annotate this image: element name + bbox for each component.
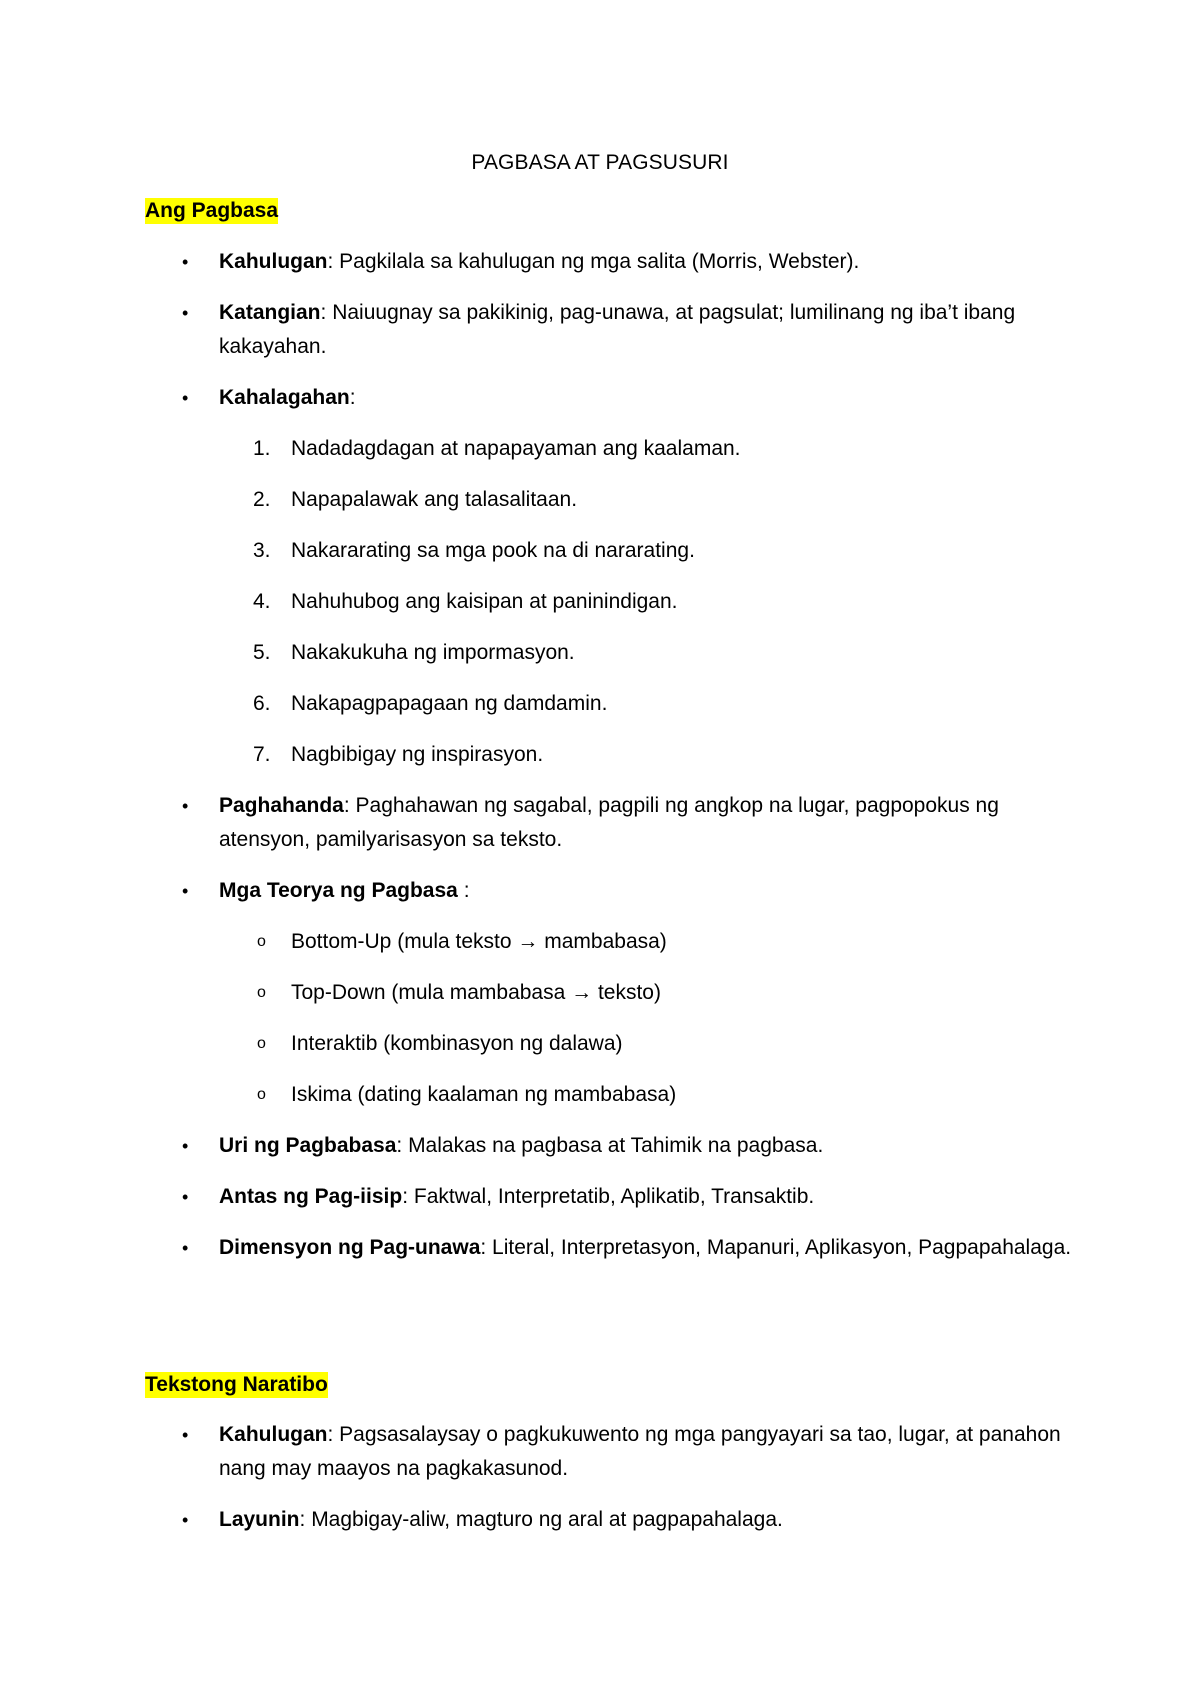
sub-list-item (145, 976, 1075, 1010)
item-sep: : (320, 301, 327, 324)
bullet-item-mga-teorya (145, 874, 1075, 908)
item-text: Napapalawak ang talasalitaan. (291, 488, 578, 511)
item-sep: : (343, 794, 350, 817)
item-sep: : (327, 1423, 334, 1446)
item-text: Faktwal, Interpretatib, Aplikatib, Transaktib. (408, 1185, 815, 1208)
bullet-marker: • (182, 1510, 189, 1530)
section-heading-text: Ang Pagbasa (145, 199, 279, 222)
item-label: Mga Teorya ng Pagbasa (219, 879, 458, 902)
bullet-marker: • (182, 388, 189, 408)
item-text: Malakas na pagbasa at Tahimik na pagbasa. (402, 1134, 824, 1157)
item-label: Katangian (219, 301, 321, 324)
bullet-marker: • (182, 252, 189, 272)
item-text: Nakararating sa mga pook na di nararating. (291, 539, 695, 562)
numbered-item (145, 585, 1075, 619)
bullet-item-naratibo-kahulugan (145, 1418, 1075, 1486)
item-sep: : (480, 1236, 487, 1259)
item-text: Pagkilala sa kahulugan ng mga salita (Morris, Webster). (333, 250, 860, 273)
bullet-item-katangian (145, 296, 1075, 364)
item-label: Dimensyon ng Pag-unawa (219, 1236, 481, 1259)
bullet-item-layunin (145, 1503, 1075, 1537)
bullet-marker: • (182, 1187, 189, 1207)
section-heading-text: Tekstong Naratibo (145, 1373, 328, 1396)
sub-bullet-marker: o (257, 933, 266, 950)
item-sep: : (349, 386, 356, 409)
bullet-item-dimensyon-ng-pag-unawa (145, 1231, 1075, 1265)
item-number: 2. (253, 488, 271, 511)
numbered-item (145, 636, 1075, 670)
numbered-item (145, 687, 1075, 721)
bullet-marker: • (182, 1425, 189, 1445)
item-number: 7. (253, 743, 271, 766)
item-text: Paghahawan ng sagabal, pagpili ng angkop na lugar, pagpopokus ng atensyon, pamilyarisasyon sa teksto. (219, 794, 999, 851)
bullet-marker: • (182, 1238, 189, 1258)
section-heading-tekstong-naratibo (145, 1372, 328, 1398)
numbered-item (145, 483, 1075, 517)
item-text: Nakapagpapagaan ng damdamin. (291, 692, 608, 715)
item-text: Iskima (dating kaalaman ng mambabasa) (291, 1083, 677, 1106)
item-number: 1. (253, 437, 271, 460)
item-text: Bottom-Up (mula teksto → mambabasa) (291, 930, 667, 953)
item-label: Antas ng Pag-iisip (219, 1185, 403, 1208)
item-label: Paghahanda (219, 794, 344, 817)
item-label: Kahulugan (219, 1423, 328, 1446)
page-title: PAGBASA AT PAGSUSURI (471, 151, 729, 174)
bullet-item-uri-ng-pagbabasa (145, 1129, 1075, 1163)
bullet-marker: • (182, 1136, 189, 1156)
bullet-item-paghahanda (145, 789, 1075, 857)
item-sep: : (396, 1134, 403, 1157)
item-sep: : (402, 1185, 409, 1208)
sub-list-item (145, 1027, 1075, 1061)
item-text: Nadadagdagan at napapayaman ang kaalaman. (291, 437, 741, 460)
bullet-marker: • (182, 303, 189, 323)
item-label: Uri ng Pagbabasa (219, 1134, 397, 1157)
bullet-item-kahalagahan (145, 381, 1075, 415)
item-text: Interaktib (kombinasyon ng dalawa) (291, 1032, 623, 1055)
item-sep: : (327, 250, 334, 273)
item-text: Magbigay-aliw, magturo ng aral at pagpapahalaga. (305, 1508, 783, 1531)
item-text: Top-Down (mula mambabasa → teksto) (291, 981, 661, 1004)
item-text: Naiuugnay sa pakikinig, pag-unawa, at pagsulat; lumilinang ng iba’t ibang kakayahan. (219, 301, 1016, 358)
numbered-item (145, 534, 1075, 568)
section-heading-ang-pagbasa (145, 198, 278, 224)
item-text: Nagbibigay ng inspirasyon. (291, 743, 544, 766)
bullet-marker: • (182, 796, 189, 816)
sub-bullet-marker: o (257, 1086, 266, 1103)
item-sep: : (299, 1508, 306, 1531)
item-number: 6. (253, 692, 271, 715)
numbered-item (145, 738, 1075, 772)
item-sep: : (457, 879, 470, 902)
item-text: Nahuhubog ang kaisipan at paninindigan. (291, 590, 678, 613)
sub-list-item (145, 925, 1075, 959)
item-label: Layunin (219, 1508, 300, 1531)
sub-bullet-marker: o (257, 1035, 266, 1052)
bullet-item-kahulugan (145, 245, 1075, 279)
item-text: Nakakukuha ng impormasyon. (291, 641, 575, 664)
item-text: Literal, Interpretasyon, Mapanuri, Aplikasyon, Pagpapahalaga. (486, 1236, 1072, 1259)
sub-list-item (145, 1078, 1075, 1112)
item-label: Kahulugan (219, 250, 328, 273)
sub-bullet-marker: o (257, 984, 266, 1001)
item-number: 4. (253, 590, 271, 613)
item-text: Pagsasalaysay o pagkukuwento ng mga pangyayari sa tao, lugar, at panahon nang may maayos na pagkakasunod. (219, 1423, 1061, 1480)
item-label: Kahalagahan (219, 386, 350, 409)
numbered-item (145, 432, 1075, 466)
item-number: 3. (253, 539, 271, 562)
bullet-item-antas-ng-pag-iisip (145, 1180, 1075, 1214)
bullet-marker: • (182, 881, 189, 901)
item-number: 5. (253, 641, 271, 664)
